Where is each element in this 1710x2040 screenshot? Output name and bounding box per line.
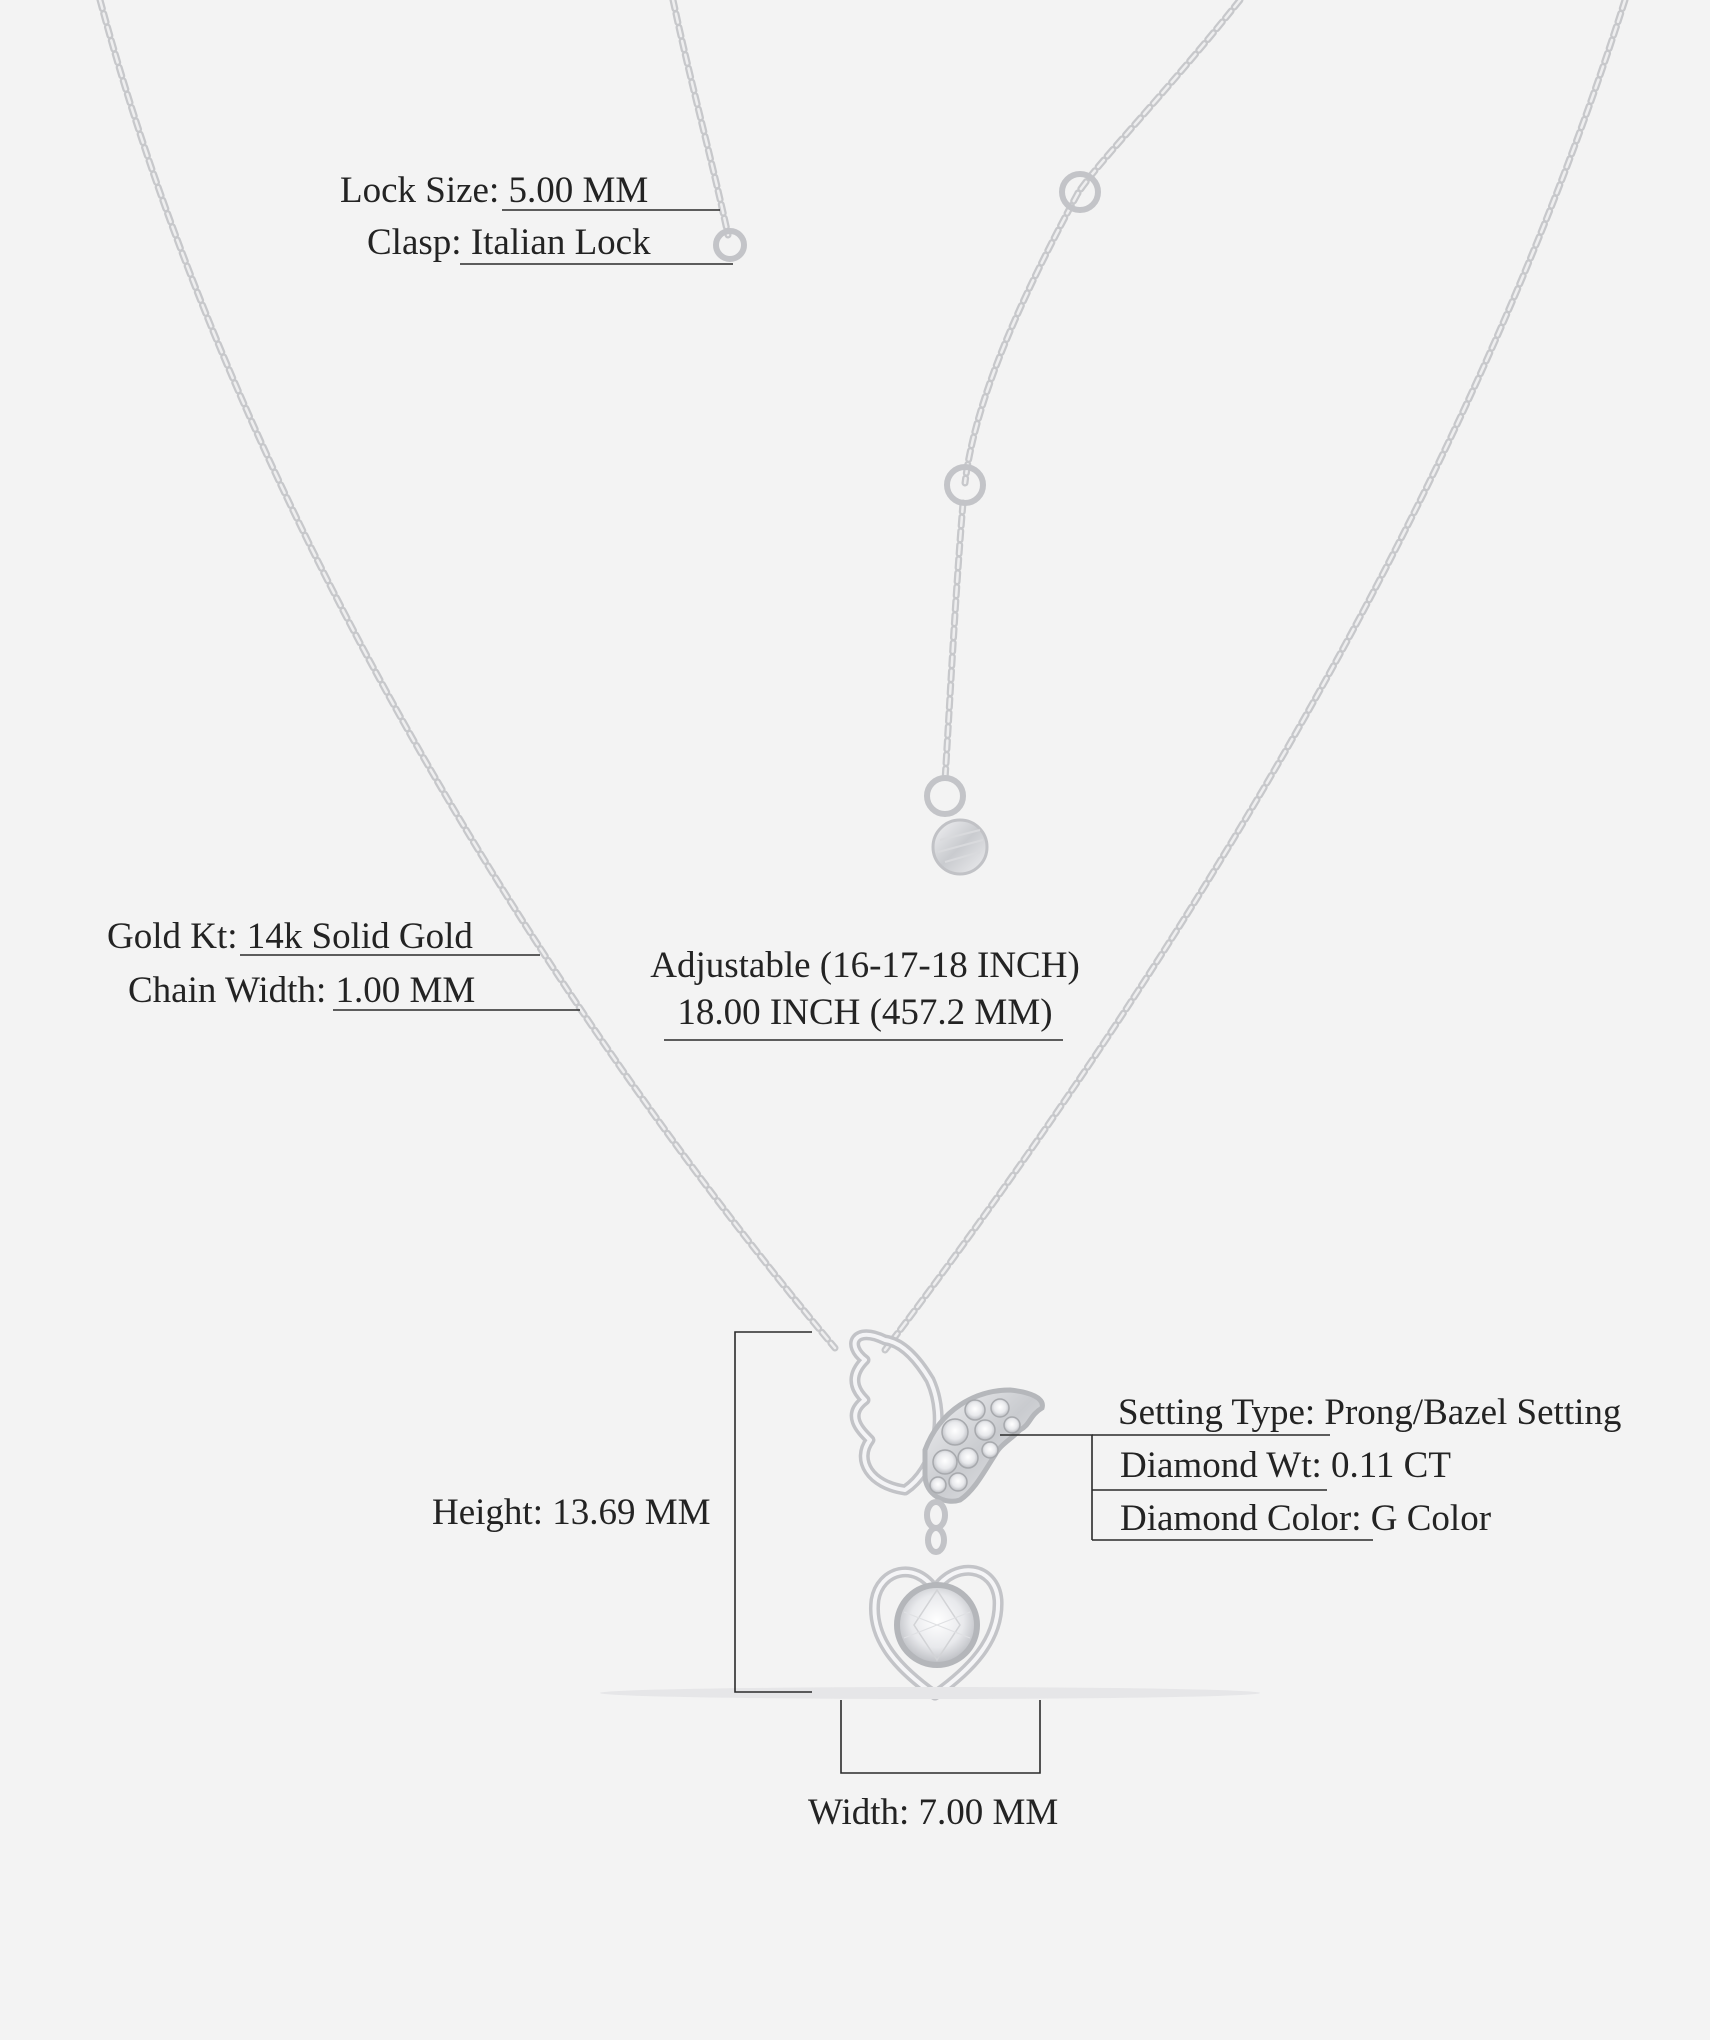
gold-kt-label: Gold Kt:	[107, 916, 238, 957]
chain-width-spec	[128, 972, 475, 1009]
chain-width-label: Chain Width:	[128, 970, 327, 1011]
diamond-color-label: Diamond Color:	[1120, 1498, 1362, 1539]
length-spec	[600, 947, 1130, 1031]
length-adjustable: Adjustable (16-17-18 INCH)	[650, 945, 1080, 986]
setting-type-spec	[1118, 1394, 1621, 1431]
lock-size-label: Lock Size:	[340, 170, 500, 211]
diamond-color-value: G Color	[1370, 1498, 1492, 1539]
width-label: Width:	[808, 1792, 910, 1833]
butterfly-pendant	[855, 1335, 1043, 1502]
clasp-value: Italian Lock	[470, 222, 651, 263]
gold-kt-spec	[107, 918, 473, 955]
clasp-label: Clasp:	[367, 222, 462, 263]
setting-type-label: Setting Type:	[1118, 1392, 1316, 1433]
drop-link	[927, 1502, 945, 1552]
setting-type-value: Prong/Bazel Setting	[1324, 1392, 1622, 1433]
heart-pendant	[874, 1570, 998, 1695]
diamond-color-spec	[1120, 1500, 1491, 1537]
necklace-chain	[100, 0, 1625, 1350]
lock-size-spec	[340, 172, 648, 209]
diamond-wt-value: 0.11 CT	[1331, 1445, 1451, 1486]
length-total: 18.00 INCH (457.2 MM)	[677, 992, 1053, 1033]
height-spec	[432, 1494, 711, 1531]
height-label: Height:	[432, 1492, 543, 1533]
gold-kt-value: 14k Solid Gold	[246, 916, 473, 957]
diamond-wt-spec	[1120, 1447, 1451, 1484]
width-value: 7.00 MM	[918, 1792, 1059, 1833]
lock-size-value: 5.00 MM	[508, 170, 649, 211]
diamond-wt-label: Diamond Wt:	[1120, 1445, 1322, 1486]
chain-width-value: 1.00 MM	[335, 970, 476, 1011]
clasp-spec	[367, 224, 651, 261]
height-value: 13.69 MM	[552, 1492, 711, 1533]
width-spec	[808, 1794, 1058, 1831]
